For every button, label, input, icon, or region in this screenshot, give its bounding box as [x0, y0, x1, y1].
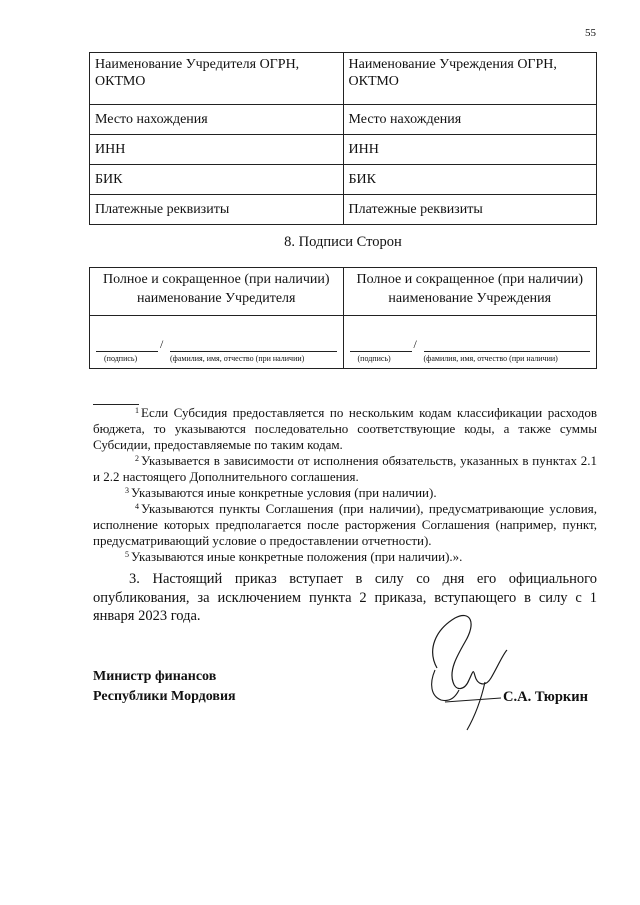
footnote: [93, 549, 597, 565]
table-row: [90, 135, 597, 165]
institution-header: Полное и сокращенное (при наличии) наименование Учреждения: [343, 268, 597, 316]
caption-name: (фамилия, имя, отчество (при наличии): [170, 354, 305, 363]
table-cell: Платежные реквизиты: [343, 195, 597, 225]
table-row: [90, 165, 597, 195]
caption-signature: (подпись): [104, 354, 138, 363]
footnote: [93, 501, 597, 549]
footnote-text: Указываются иные конкретные положения (при наличии).».: [131, 549, 463, 564]
table-cell: Место нахождения: [90, 105, 344, 135]
table-cell: БИК: [343, 165, 597, 195]
footnote: [93, 485, 597, 501]
table-cell: Платежные реквизиты: [90, 195, 344, 225]
table-cell: ИНН: [343, 135, 597, 165]
caption-signature: (подпись): [357, 354, 391, 363]
caption-name: (фамилия, имя, отчество (при наличии): [423, 354, 558, 363]
page-number: 55: [585, 27, 596, 39]
table-cell: БИК: [90, 165, 344, 195]
minister-title-line: Республики Мордовия: [93, 689, 236, 704]
footnote-mark: 4: [135, 502, 139, 511]
institution-signature-cell: [343, 316, 597, 369]
handwritten-signature: [415, 610, 515, 735]
footnote-text: Указываются пункты Соглашения (при наличии), предусматривающие условия, исполнение которых предполагается после расторжения Соглашения (например, пункт, предусматривающий условие о предоставлении отчетности).: [93, 501, 597, 548]
footnote-text: Указываются иные конкретные условия (при наличии).: [131, 485, 437, 500]
founder-signature-cell: [90, 316, 344, 369]
founder-header: Полное и сокращенное (при наличии) наименование Учредителя: [90, 268, 344, 316]
minister-title: [93, 667, 236, 707]
footnotes: [93, 405, 597, 565]
signature-underline: [350, 346, 412, 352]
table-row: [90, 105, 597, 135]
separator-slash: /: [413, 337, 417, 351]
footnote-mark: 2: [135, 454, 139, 463]
table-row: [90, 195, 597, 225]
footnote: [93, 453, 597, 485]
footnote: [93, 405, 597, 453]
table-cell: Наименование Учредителя ОГРН, ОКТМО: [90, 53, 344, 105]
table-row: [90, 268, 597, 316]
footnote-mark: 5: [125, 550, 129, 559]
order-paragraph: 3. Настоящий приказ вступает в силу со дня его официального опубликования, за исключением пункта 2 приказа, вступающего в силу с 1 января 2023 года.: [93, 571, 597, 624]
requisites-table: [89, 52, 597, 225]
minister-name: С.А. Тюркин: [503, 689, 588, 705]
footnote-mark: 1: [135, 406, 139, 415]
footnote-text: Если Субсидия предоставляется по нескольким кодам классификации расходов бюджета, то указываются последовательно соответствующие коды, а также суммы Субсидии, предоставляемые по таким кодам.: [93, 405, 597, 452]
signatures-table: [89, 267, 597, 369]
name-underline: [170, 346, 337, 352]
table-cell: Место нахождения: [343, 105, 597, 135]
minister-title-line: Министр финансов: [93, 669, 217, 684]
signature-underline: [96, 346, 158, 352]
footnote-mark: 3: [125, 486, 129, 495]
section-title: 8. Подписи Сторон: [284, 234, 402, 250]
footnote-text: Указывается в зависимости от исполнения обязательств, указанных в пунктах 2.1 и 2.2 настоящего Дополнительного соглашения.: [93, 453, 597, 484]
table-cell: Наименование Учреждения ОГРН, ОКТМО: [343, 53, 597, 105]
table-cell: ИНН: [90, 135, 344, 165]
name-underline: [424, 346, 591, 352]
table-row: [90, 316, 597, 369]
separator-slash: /: [160, 337, 164, 351]
table-row: [90, 53, 597, 105]
